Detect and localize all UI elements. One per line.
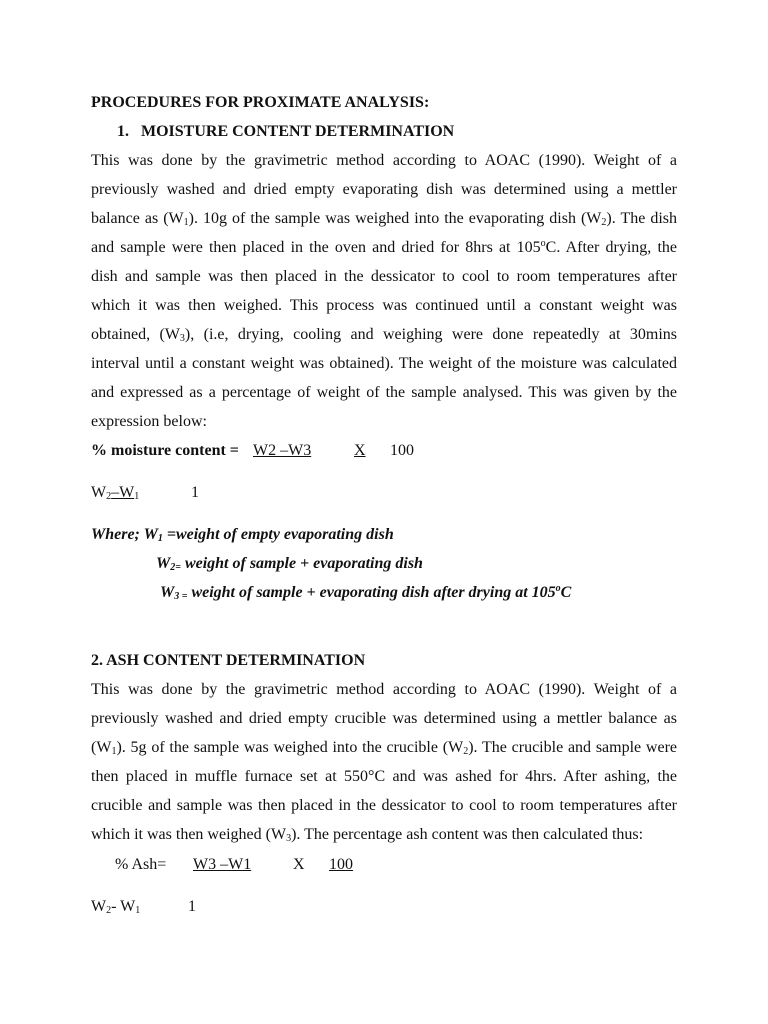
paragraph-line: previously washed and dried empty evaporating dish was determined using a mettler [91, 181, 677, 198]
paragraph-line: crucible and sample was then placed in the dessicator to cool to room temperatures after [91, 797, 677, 814]
section1-heading-number: 1. [117, 123, 129, 140]
ash-formula-multiply: X [293, 856, 305, 873]
moisture-formula-denominator: $W_2-W_1$ 1 [91, 484, 199, 502]
paragraph-line: previously washed and dried empty crucible was determined using a mettler balance as [91, 710, 677, 727]
paragraph-line: $(W_1)$. 5g of the sample was weighed into the crucible $(W_2)$. The crucible and sample were [91, 739, 678, 757]
moisture-formula-multiply: X [354, 442, 366, 459]
paragraph-line: interval until a constant weight was obtained). The weight of the moisture was calculated [91, 355, 677, 372]
paragraph-line: balance as $(W_1)$. 10g of the sample was weighed into the evaporating dish $(W_2)$. The dish [91, 210, 678, 228]
section1-heading-text: MOISTURE CONTENT DETERMINATION [141, 123, 455, 140]
ash-formula-label: % Ash= [115, 856, 167, 873]
paragraph-line: This was done by the gravimetric method according to AOAC (1990). Weight of a [91, 681, 677, 698]
ash-formula-numerator: W3 –W1 [193, 856, 252, 873]
moisture-formula-numerator: W2 –W3 [253, 442, 312, 459]
ash-formula-100: 100 [329, 856, 353, 873]
where-definition-3: $W_{3 =}$ weight of sample + evaporating dish after drying at 105$^o$C [160, 583, 572, 602]
moisture-formula [91, 441, 414, 461]
where-definition-2: $W_{2=}$ weight of sample + evaporating dish [156, 555, 423, 573]
paragraph-line: which it was then weighed. This process was continued until a constant weight was [91, 297, 677, 314]
paragraph-line: dish and sample was then placed in the dessicator to cool to room temperatures after [91, 268, 677, 285]
where-definition-1: Where; $W_1$ =weight of empty evaporating dish [91, 526, 394, 544]
ash-formula-denominator: $W_2-$ $W_1$ 1 [91, 898, 196, 916]
page-title: PROCEDURES FOR PROXIMATE ANALYSIS: [91, 94, 430, 111]
paragraph-line: and sample were then placed in the oven and dried for 8hrs at 105$^o$C. After drying, the [91, 238, 677, 256]
paragraph-line: This was done by the gravimetric method according to AOAC (1990). Weight of a [91, 152, 677, 169]
paragraph-line: obtained, $(W_3)$, (i.e, drying, cooling and weighing were done repeatedly at 30mins [91, 326, 677, 344]
paragraph-line: then placed in muffle furnace set at 550°C and was ashed for 4hrs. After ashing, the [91, 768, 677, 785]
paragraph-line: and expressed as a percentage of weight of the sample analysed. This was given by the [91, 384, 677, 401]
moisture-formula-one: 1 [191, 484, 199, 501]
paragraph-line: which it was then weighed $(W_3)$. The percentage ash content was then calculated thus: [91, 826, 644, 844]
moisture-formula-label: % moisture content = [91, 442, 239, 459]
section1-heading [117, 122, 454, 142]
paragraph-line: expression below: [91, 413, 207, 430]
ash-formula-one: 1 [188, 898, 196, 915]
moisture-formula-100: 100 [390, 442, 414, 459]
section2-heading: 2. ASH CONTENT DETERMINATION [91, 652, 366, 669]
ash-formula [115, 855, 353, 875]
